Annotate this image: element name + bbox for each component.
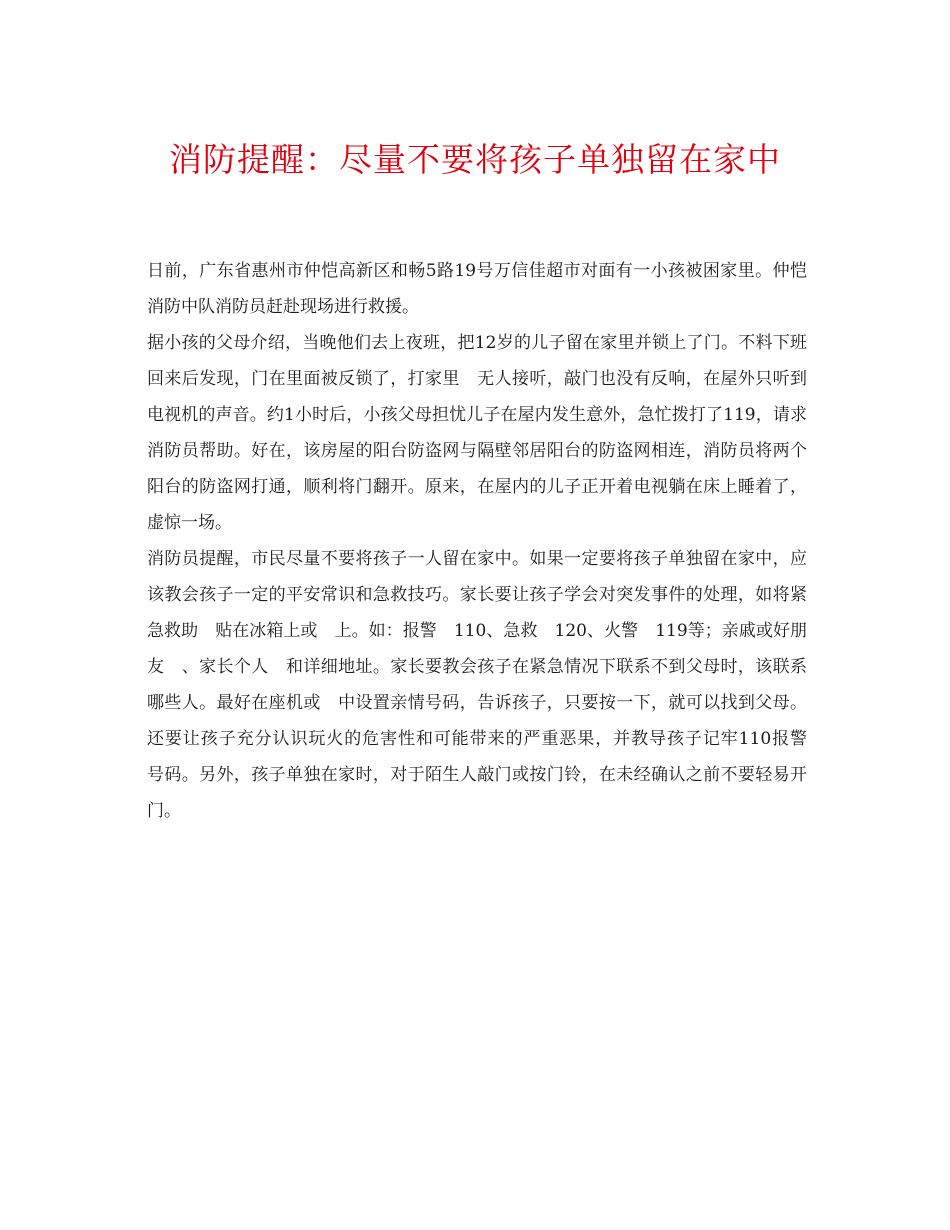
page-title: 消防提醒：尽量不要将孩子单独留在家中: [169, 140, 781, 179]
paragraph-intro: 日前，广东省惠州市仲恺高新区和畅5路19号万信佳超市对面有一小孩被困家里。仲恺消防中队消防员赶赴现场进行救援。: [147, 261, 807, 317]
paragraph-incident: 据小孩的父母介绍，当晚他们去上夜班，把12岁的儿子留在家里并锁上了门。不料下班回来后发现，门在里面被反锁了，打家里 无人接听，敲门也没有反响，在屋外只听到电视机的声音。约1小时后，小孩父母担忧儿子在屋内发生意外，急忙拨打了119，请求消防员帮助。好在，该房屋的阳台防盗网与隔壁邻居阳台的防盗网相连，消防员将两个阳台的防盗网打通，顺利将门翻开。原来，在屋内的儿子正开着电视躺在床上睡着了，虚惊一场。: [147, 333, 807, 533]
article-body: [147, 253, 824, 829]
paragraph-advice: 消防员提醒，市民尽量不要将孩子一人留在家中。如果一定要将孩子单独留在家中，应该教会孩子一定的平安常识和急救技巧。家长要让孩子学会对突发事件的处理，如将紧急救助 贴在冰箱上或 上。如：报警 110、急救 120、火警 119等；亲戚或好朋友 、家长个人 和详细地址。家长要教会孩子在紧急情况下联系不到父母时，该联系哪些人。最好在座机或 中设置亲情号码，告诉孩子，只要按一下，就可以找到父母。还要让孩子充分认识玩火的危害性和可能带来的严重恶果，并教导孩子记牢110报警 号码。另外，孩子单独在家时，对于陌生人敲门或按门铃，在未经确认之前不要轻易开门。: [147, 549, 824, 821]
